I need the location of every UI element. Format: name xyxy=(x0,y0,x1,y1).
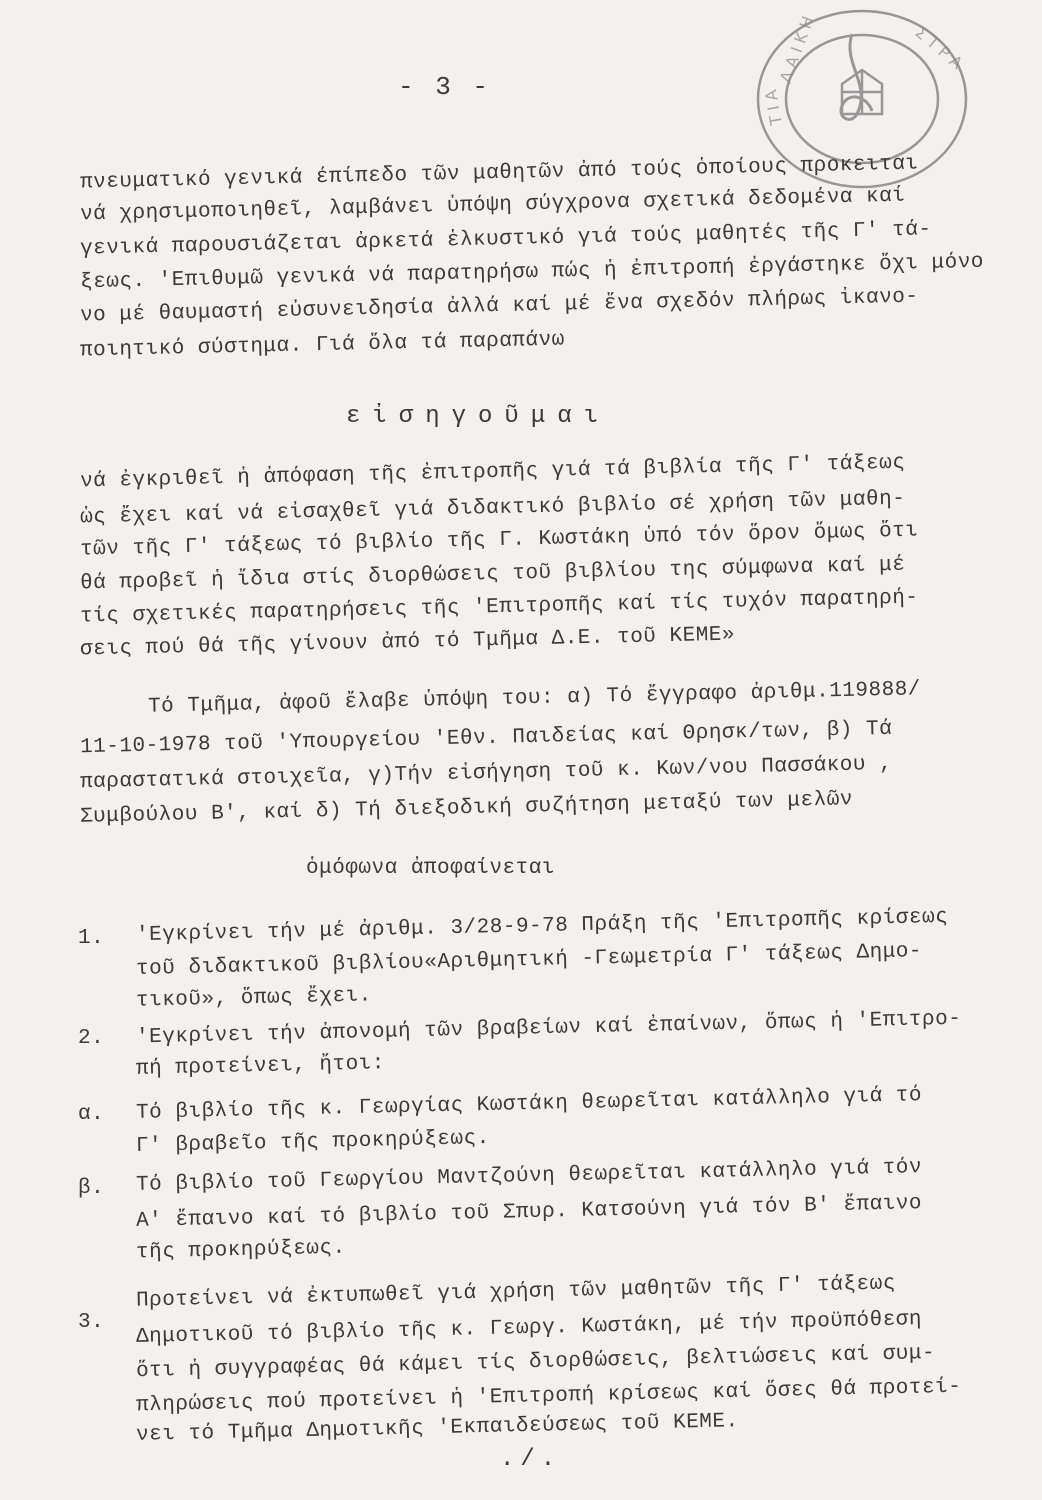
list-item-line: πή προτείνει, ἤτοι: xyxy=(135,1052,386,1081)
list-marker: 1. xyxy=(78,927,105,950)
page-number: - 3 - xyxy=(398,72,492,102)
text-line: τίς σχετικές παρατηρήσεις τῆς 'Επιτροπῆς καί τίς τυχόν παρατηρή- xyxy=(79,586,919,629)
svg-text:Σ Τ Ρ Α: Σ Τ Ρ Α xyxy=(911,22,967,73)
list-item-line: πληρώσεις πού προτείνει ἡ 'Επιτροπή κρίσεως καί ὅσες θά προτεί- xyxy=(135,1375,962,1418)
list-item-line: 'Εγκρίνει τήν μέ ἀριθμ. 3/28-9-78 Πράξη τῆς 'Επιτροπῆς κρίσεως xyxy=(135,905,949,948)
list-marker: 3. xyxy=(78,1311,105,1334)
text-line: ξεως. 'Επιθυμῶ γενικά νά παρατηρήσω πώς ἡ ἐπιτροπή ἐργάστηκε ὄχι μόνο xyxy=(79,250,985,295)
text-line: νά χρησιμοποιηθεῖ, λαμβάνει ὑπόψη σύγχρονα σχετικά δεδομένα καί xyxy=(79,184,906,227)
text-line: νά ἐγκριθεῖ ἡ ἀπόφαση τῆς ἐπιτροπῆς γιά τά βιβλία τῆς Γ' τάξεως xyxy=(79,451,906,494)
text-line: γενικά παρουσιάζεται ἀρκετά ἑλκυστικό γιά τούς μαθητές τῆς Γ' τά- xyxy=(79,218,932,261)
list-item-line: Τό βιβλίο τοῦ Γεωργίου Μαντζούνη θεωρεῖται κατάλληλο γιά τόν xyxy=(135,1156,923,1197)
list-item-line: ὅτι ἡ συγγραφέας θά κάμει τίς διορθώσεις, βελτιώσεις καί συμ- xyxy=(135,1341,936,1384)
text-line: σεις πού θά τῆς γίνουν ἀπό τό Τμῆμα Δ.Ε. τοῦ ΚΕΜΕ» xyxy=(79,623,736,662)
text-line: θά προβεῖ ἡ ἴδια στίς διορθώσεις τοῦ βιβλίου της σύμφωνα καί μέ xyxy=(79,553,906,596)
text-line: νο μέ θαυμαστή εὐσυνειδησία ἀλλά καί μέ ἕνα σχεδόν πλήρως ἱκανο- xyxy=(79,285,919,328)
list-item-line: Γ' βραβεῖο τῆς προκηρύξεως. xyxy=(135,1126,490,1159)
list-item-line: νει τό Τμῆμα Δημοτικῆς 'Εκπαιδεύσεως τοῦ ΚΕΜΕ. xyxy=(135,1410,739,1447)
list-item-line: Προτείνει νά ἐκτυπωθεῖ γιά χρήση τῶν μαθητῶν τῆς Γ' τάξεως xyxy=(135,1272,897,1313)
svg-text:Λ Α Ι Κ Η: Λ Α Ι Κ Η xyxy=(775,13,818,86)
list-item-line: Α' ἔπαινο καί τό βιβλίο τοῦ Σπυρ. Κατσούνη γιά τόν Β' ἔπαινο xyxy=(135,1192,923,1233)
list-item-line: τοῦ διδακτικοῦ βιβλίου«Αριθμητική -Γεωμετρία Γ' τάξεως Δημο- xyxy=(135,940,923,981)
heading-eisigoumai: εἰσηγοῦμαι xyxy=(346,403,611,430)
text-line: 11-10-1978 τοῦ 'Υπουργείου 'Εθν. Παιδείας καί Θρησκ/των, β) Τά xyxy=(79,717,893,760)
list-item-line: τικοῦ», ὅπως ἔχει. xyxy=(135,984,373,1013)
text-line: τῶν τῆς Γ' τάξεως τό βιβλίο τῆς Γ. Κωστάκη ὑπό τόν ὅρον ὅμως ὅτι xyxy=(79,519,919,562)
list-item-line: Τό βιβλίο τῆς κ. Γεωργίας Κωστάκη θεωρεῖται κατάλληλο γιά τό xyxy=(135,1084,923,1125)
list-item-line: τῆς προκηρύξεως. xyxy=(135,1236,346,1265)
text-line: πνευματικό γενικά έπίπεδο τῶν μαθητῶν ἀπό τούς ὁποίους προκειται xyxy=(79,152,919,195)
text-line: Συμβούλου Β', καί δ) Τή διεξοδική συζήτηση μεταξύ των μελῶν xyxy=(79,788,854,829)
heading-omofona-apofainetai: ὁμόφωνα ἀποφαίνεται xyxy=(306,857,555,880)
text-line: παραστατικά στοιχεῖα, γ)Τήν εἰσήγηση τοῦ κ. Κων/νου Πασσάκου , xyxy=(79,752,893,795)
continuation-mark: ./. xyxy=(500,1446,562,1473)
text-line: Τό Τμῆμα, ἀφοῦ ἔλαβε ὑπόψη του: α) Τό ἔγγραφο ἀριθμ.119888/ xyxy=(147,678,922,719)
svg-text:Τ Ι Α: Τ Ι Α xyxy=(761,88,786,127)
list-item-line: 'Εγκρίνει τήν ἀπονομή τῶν βραβείων καί ἐπαίνων, ὅπως ἡ 'Επιτρο- xyxy=(135,1007,962,1050)
text-line: ὡς ἔχει καί νά εἰσαχθεῖ γιά διδακτικό βιβλίο σέ χρήση τῶν μαθη- xyxy=(79,487,906,530)
text-line: ποιητικό σύστημα. Γιά ὅλα τά παραπάνω xyxy=(79,328,565,363)
list-marker: β. xyxy=(78,1177,105,1200)
list-marker: α. xyxy=(78,1103,105,1126)
list-item-line: Δημοτικοῦ τό βιβλίο τῆς κ. Γεωργ. Κωστάκη, μέ τήν προϋπόθεση xyxy=(135,1308,923,1349)
list-marker: 2. xyxy=(78,1027,105,1050)
